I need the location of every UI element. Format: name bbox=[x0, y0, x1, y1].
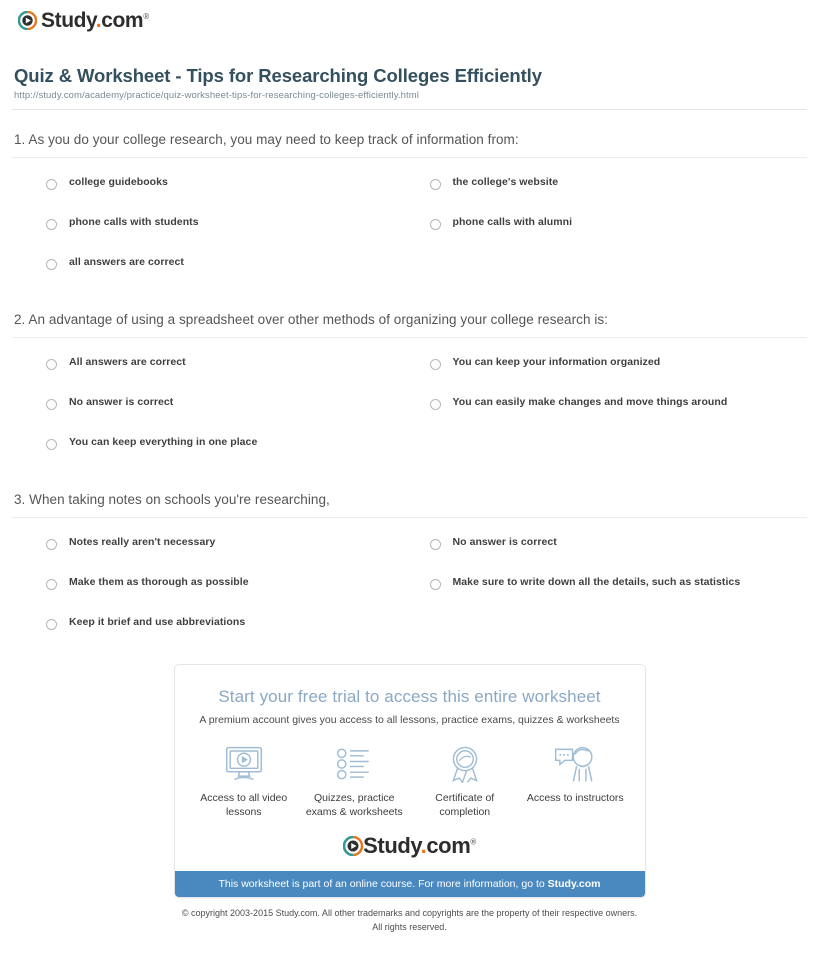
free-trial-card bbox=[174, 664, 646, 898]
answer-options bbox=[12, 338, 807, 476]
promo-heading: Start your free trial to access this entire worksheet bbox=[218, 687, 601, 707]
play-circle-icon bbox=[18, 11, 37, 30]
answer-option[interactable] bbox=[12, 536, 410, 576]
copyright-line-1: © copyright 2003-2015 Study.com. All other trademarks and copyrights are the property of their respective owners. bbox=[181, 908, 638, 919]
answer-label: You can keep your information organized bbox=[452, 356, 661, 369]
radio-button-icon[interactable] bbox=[46, 539, 57, 550]
feature-label: Certificate of completion bbox=[435, 792, 495, 819]
feature-item bbox=[521, 744, 629, 819]
answer-option[interactable] bbox=[410, 396, 808, 436]
radio-button-icon[interactable] bbox=[46, 619, 57, 630]
feature-item bbox=[411, 744, 519, 819]
radio-button-icon[interactable] bbox=[46, 219, 57, 230]
answer-option[interactable] bbox=[12, 216, 410, 256]
answer-option[interactable] bbox=[12, 616, 410, 656]
answer-option[interactable] bbox=[410, 356, 808, 396]
question-text: 1. As you do your college research, you may need to keep track of information from: bbox=[12, 132, 807, 158]
answer-label: No answer is correct bbox=[452, 536, 557, 549]
question-block bbox=[12, 492, 807, 656]
answer-label: No answer is correct bbox=[69, 396, 174, 409]
radio-button-icon[interactable] bbox=[46, 179, 57, 190]
answer-options bbox=[12, 158, 807, 296]
answer-label: Keep it brief and use abbreviations bbox=[69, 616, 246, 629]
question-text: 3. When taking notes on schools you're researching, bbox=[12, 492, 807, 518]
answer-label: all answers are correct bbox=[69, 256, 184, 269]
radio-button-icon[interactable] bbox=[46, 259, 57, 270]
radio-button-icon[interactable] bbox=[430, 219, 441, 230]
logo-word-main: Study bbox=[363, 833, 421, 859]
question-spacer bbox=[12, 476, 807, 492]
question-text: 2. An advantage of using a spreadsheet over other methods of organizing your college research is: bbox=[12, 312, 807, 338]
answer-label: college guidebooks bbox=[69, 176, 168, 189]
page-title: Quiz & Worksheet - Tips for Researching Colleges Efficiently bbox=[14, 65, 542, 86]
answer-label: Make them as thorough as possible bbox=[69, 576, 249, 589]
feature-item bbox=[300, 744, 408, 819]
logo-trademark: ® bbox=[470, 838, 476, 848]
answer-option[interactable] bbox=[12, 176, 410, 216]
feature-item bbox=[190, 744, 298, 819]
radio-button-icon[interactable] bbox=[46, 399, 57, 410]
logo-word-dot: . bbox=[420, 833, 427, 859]
logo-wordmark bbox=[363, 835, 476, 857]
radio-button-icon[interactable] bbox=[430, 399, 441, 410]
answer-option[interactable] bbox=[12, 436, 410, 476]
promo-subheading: A premium account gives you access to all lessons, practice exams, quizzes & worksheets bbox=[199, 714, 620, 727]
page-url: http://study.com/academy/practice/quiz-worksheet-tips-for-researching-colleges-efficiently.html bbox=[14, 90, 419, 102]
logo-wordmark bbox=[41, 10, 149, 31]
play-circle-icon bbox=[343, 836, 363, 856]
copyright-line-2: All rights reserved. bbox=[372, 921, 447, 932]
online-course-banner bbox=[175, 871, 645, 897]
title-block bbox=[12, 64, 807, 101]
monitor-play-icon bbox=[190, 744, 298, 784]
question-spacer bbox=[12, 296, 807, 312]
study-com-logo[interactable] bbox=[18, 10, 149, 31]
answer-label: Notes really aren't necessary bbox=[69, 536, 216, 549]
logo-trademark: ® bbox=[143, 12, 149, 21]
answer-label: phone calls with students bbox=[69, 216, 199, 229]
radio-button-icon[interactable] bbox=[430, 359, 441, 370]
feature-label: Quizzes, practice exams & worksheets bbox=[305, 792, 403, 819]
logo-word-dot: . bbox=[95, 9, 102, 32]
checklist-icon bbox=[300, 744, 408, 784]
banner-text: This worksheet is part of an online course. For more information, go to bbox=[218, 878, 548, 891]
logo-word-main: Study bbox=[41, 9, 96, 32]
answer-options bbox=[12, 518, 807, 656]
answer-label: phone calls with alumni bbox=[452, 216, 573, 229]
logo-word-tld: com bbox=[426, 833, 471, 859]
radio-button-icon[interactable] bbox=[430, 539, 441, 550]
instructor-chat-icon bbox=[521, 744, 629, 784]
radio-button-icon[interactable] bbox=[46, 359, 57, 370]
answer-label: the college's website bbox=[452, 176, 559, 189]
answer-option[interactable] bbox=[410, 216, 808, 256]
answer-label: All answers are correct bbox=[69, 356, 186, 369]
radio-button-icon[interactable] bbox=[430, 179, 441, 190]
question-block bbox=[12, 132, 807, 296]
copyright-notice bbox=[12, 907, 807, 933]
answer-label: You can easily make changes and move things around bbox=[452, 396, 728, 409]
promo-section bbox=[12, 664, 807, 898]
answer-label: Make sure to write down all the details, such as statistics bbox=[452, 576, 741, 589]
answer-label: You can keep everything in one place bbox=[69, 436, 258, 449]
logo-word-tld: com bbox=[101, 9, 144, 32]
site-header bbox=[12, 0, 807, 31]
feature-label: Access to instructors bbox=[526, 792, 624, 805]
answer-option[interactable] bbox=[12, 576, 410, 616]
answer-option[interactable] bbox=[410, 536, 808, 576]
radio-button-icon[interactable] bbox=[46, 579, 57, 590]
radio-button-icon[interactable] bbox=[46, 439, 57, 450]
banner-link[interactable]: Study.com bbox=[547, 878, 601, 891]
answer-option[interactable] bbox=[12, 396, 410, 436]
header-divider bbox=[12, 109, 807, 110]
award-ribbon-icon bbox=[411, 744, 519, 784]
questions-list bbox=[12, 132, 807, 656]
answer-option[interactable] bbox=[12, 256, 410, 296]
feature-label: Access to all video lessons bbox=[200, 792, 288, 819]
answer-option[interactable] bbox=[12, 356, 410, 396]
feature-list bbox=[175, 726, 645, 823]
radio-button-icon[interactable] bbox=[430, 579, 441, 590]
answer-option[interactable] bbox=[410, 576, 808, 616]
question-block bbox=[12, 312, 807, 476]
promo-study-com-logo[interactable] bbox=[175, 823, 645, 871]
answer-option[interactable] bbox=[410, 176, 808, 216]
